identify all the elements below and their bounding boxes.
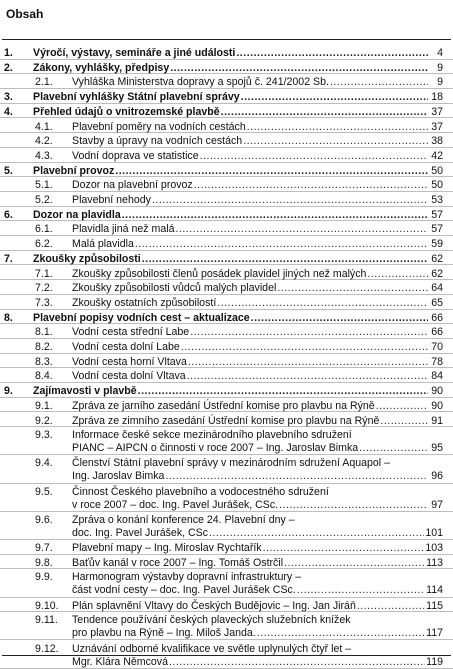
dot-leader xyxy=(263,542,425,555)
toc-number: 8.2. xyxy=(35,341,53,353)
toc-subsection[interactable] xyxy=(0,148,453,163)
toc-subsection[interactable] xyxy=(0,484,453,512)
toc-page-number: 53 xyxy=(431,194,443,206)
toc-number: 9.1. xyxy=(35,399,53,412)
toc-page-number: 91 xyxy=(431,414,443,427)
toc-entry-title: Vodní cesta dolní Vltava xyxy=(72,370,186,383)
toc-entry-text xyxy=(72,179,443,192)
toc-page-number: 65 xyxy=(431,296,443,309)
toc-subsection[interactable] xyxy=(0,540,453,555)
toc-entry-text xyxy=(33,165,443,178)
toc-number: 6. xyxy=(4,208,13,221)
dot-leader xyxy=(152,194,428,207)
toc-number: 6.1. xyxy=(35,223,53,236)
toc-page-number: 66 xyxy=(431,311,443,324)
toc-entry-title: Členství Státní plavební správy v mezinárodním sdružení Aquapol – xyxy=(72,457,390,470)
toc-section[interactable] xyxy=(0,163,453,178)
toc-page-number: 37 xyxy=(431,120,443,133)
toc-entry-title: Zpráva o konání konference 24. Plavební dny – xyxy=(72,513,295,526)
toc-page-number: 57 xyxy=(431,223,443,236)
toc-subsection[interactable] xyxy=(0,427,453,455)
toc-entry-text xyxy=(72,297,443,310)
dot-leader xyxy=(257,627,425,640)
dot-leader xyxy=(169,656,425,669)
dot-leader xyxy=(376,400,428,413)
toc-number: 4.1. xyxy=(35,120,53,133)
toc-entry-text xyxy=(72,571,443,597)
toc-entry-title: Tendence používání českých plaveckých služebních knížek xyxy=(72,614,351,627)
toc-page-number: 90 xyxy=(431,385,443,398)
toc-entry-text xyxy=(72,370,443,383)
toc-subsection[interactable] xyxy=(0,612,453,640)
toc-subsection[interactable] xyxy=(0,598,453,613)
toc-number: 3. xyxy=(4,91,13,104)
dot-leader xyxy=(122,209,428,222)
toc-entry-text xyxy=(72,76,443,89)
toc-entry-title: Zajímavosti v plavbě xyxy=(33,385,137,398)
toc-page-number: 114 xyxy=(426,584,443,597)
toc-subsection[interactable] xyxy=(0,368,453,383)
toc-entry-text xyxy=(72,223,443,236)
dot-leader xyxy=(170,62,428,75)
dot-leader xyxy=(115,165,428,178)
toc-entry-title: Výročí, výstavy, semináře a jiné události xyxy=(33,47,236,59)
toc-subsection[interactable] xyxy=(0,512,453,540)
toc-number: 8. xyxy=(4,311,13,324)
toc-number: 2.1. xyxy=(35,76,53,89)
dot-leader xyxy=(175,223,428,236)
toc-entry-title: Vodní doprava ve statistice xyxy=(72,149,199,162)
toc-entry-text xyxy=(72,429,443,455)
toc-entry-title: Vodní cesta dolní Labe xyxy=(72,341,180,353)
toc-entry-title: Uznávání odborné kvalifikace ve světle uplynulých čtyř let – xyxy=(72,642,352,655)
toc-number: 9.6. xyxy=(35,513,53,526)
toc-subsection[interactable] xyxy=(0,398,453,413)
toc-page-number: 97 xyxy=(431,498,443,511)
dot-leader xyxy=(297,584,425,597)
toc-subsection[interactable] xyxy=(0,555,453,570)
toc-section[interactable] xyxy=(0,207,453,222)
toc-page-number: 115 xyxy=(426,599,443,612)
toc-page-number: 57 xyxy=(431,208,443,221)
toc-section[interactable] xyxy=(0,104,453,119)
dot-leader xyxy=(194,179,428,192)
toc-entry-text xyxy=(72,400,443,413)
toc-subsection[interactable] xyxy=(0,221,453,236)
toc-page-number: 101 xyxy=(425,526,443,539)
toc-entry-title: Mgr. Klára Němcová xyxy=(72,655,168,668)
toc-entry-text xyxy=(72,486,443,512)
toc-number: 9.4. xyxy=(35,457,53,470)
toc-page-number: 50 xyxy=(431,179,443,192)
toc-number: 7.2. xyxy=(35,282,53,295)
toc-page-number: 62 xyxy=(431,252,443,265)
toc-page-number: 64 xyxy=(431,282,443,295)
toc-entry-title: Plavební popisy vodních cest – aktualizace xyxy=(33,311,250,324)
toc-number: 4.3. xyxy=(35,149,53,162)
toc-entry-text xyxy=(33,209,443,222)
toc-entry-text xyxy=(72,135,443,148)
toc-entry-title: Dozor na plavební provoz xyxy=(72,179,193,192)
toc-entry-title: v roce 2007 – doc. Ing. Pavel Jurášek, CSc. xyxy=(72,498,279,511)
toc-entry-text xyxy=(72,194,443,207)
toc-subsection[interactable] xyxy=(0,119,453,134)
dot-leader xyxy=(247,121,428,134)
toc-subsection[interactable] xyxy=(0,455,453,483)
toc-page-number: 9 xyxy=(437,76,443,89)
toc-entry-text xyxy=(33,106,443,119)
toc-number: 8.3. xyxy=(35,355,53,368)
toc-entry-title: doc. Ing. Pavel Jurášek, CSc xyxy=(72,526,209,539)
toc-entry-text xyxy=(72,457,443,483)
toc-entry-title: pro plavbu na Rýně – Ing. Miloš Janda. xyxy=(72,627,256,640)
toc-number: 1. xyxy=(4,47,13,59)
toc-page-number: 42 xyxy=(431,149,443,162)
toc-page-number: 117 xyxy=(426,627,443,640)
toc-number: 5. xyxy=(4,164,13,177)
toc-number: 9. xyxy=(4,385,13,398)
toc-page-number: 84 xyxy=(431,370,443,383)
toc-subsection[interactable] xyxy=(0,177,453,192)
toc-number: 9.10. xyxy=(35,599,59,612)
toc-subsection[interactable] xyxy=(0,354,453,369)
dot-leader xyxy=(200,150,428,163)
dot-leader xyxy=(165,470,428,483)
toc-page-number: 103 xyxy=(425,542,443,554)
toc-entry-title: Baťův kanál v roce 2007 – Ing. Tomáš Ostrčil xyxy=(72,556,284,569)
toc-entry-text xyxy=(72,356,443,369)
dot-leader xyxy=(243,135,428,148)
toc-entry-title: Zkoušky způsobilosti xyxy=(33,252,141,265)
dot-leader xyxy=(367,268,428,281)
toc-page-number: 4 xyxy=(437,47,443,59)
toc-page-number: 119 xyxy=(426,655,443,668)
toc-page-number: 38 xyxy=(431,135,443,148)
dot-leader xyxy=(277,282,428,295)
toc-number: 2. xyxy=(4,61,13,74)
toc-entry-title: část vodní cesty – doc. Ing. Pavel Jurášek CSc. xyxy=(72,584,296,597)
dot-leader xyxy=(142,253,428,266)
toc-entry-text xyxy=(72,238,443,251)
toc-entry-title: Stavby a úpravy na vodních cestách xyxy=(72,135,243,148)
dot-leader xyxy=(330,76,428,89)
dot-leader xyxy=(217,297,428,310)
toc-page-number: 96 xyxy=(431,470,443,483)
toc-section[interactable] xyxy=(0,45,453,60)
toc-entry-title: Plán splavnění Vltavy do Českých Budějovic – Ing. Jan Jiráň xyxy=(72,599,356,612)
dot-leader xyxy=(357,600,425,613)
dot-leader xyxy=(187,370,428,383)
toc-entry-title: Dozor na plavidla xyxy=(33,208,121,221)
toc-entry-title: Plavební provoz xyxy=(33,164,115,177)
toc-page-number: 113 xyxy=(426,556,443,569)
toc-entry-title: Harmonogram výstavby dopravní infrastruktury – xyxy=(72,571,302,584)
bottom-divider xyxy=(2,655,451,656)
toc-number: 9.2. xyxy=(35,414,53,427)
toc-number: 4.2. xyxy=(35,135,53,148)
toc-subsection[interactable] xyxy=(0,569,453,597)
dot-leader xyxy=(221,106,428,119)
toc-subsection[interactable] xyxy=(0,74,453,89)
toc-number: 4. xyxy=(4,105,13,118)
toc-section[interactable] xyxy=(0,60,453,75)
toc-number: 8.4. xyxy=(35,370,53,383)
toc-page-number: 90 xyxy=(431,399,443,412)
toc-number: 7. xyxy=(4,252,13,265)
toc-entry-title: Zákony, vyhlášky, předpisy xyxy=(33,61,170,74)
toc-entry-title: Vyhláška Ministerstva dopravy a spojů č. 241/2002 Sb. xyxy=(72,76,329,89)
toc-entry-text xyxy=(72,514,443,540)
toc-entry-title: Plavební poměry na vodních cestách xyxy=(72,120,246,133)
dot-leader xyxy=(209,527,424,540)
toc-entry-text xyxy=(72,415,443,428)
toc-number: 9.11. xyxy=(35,614,58,627)
toc-subsection[interactable] xyxy=(0,280,453,295)
toc-page-number: 59 xyxy=(431,238,443,251)
dot-leader xyxy=(284,557,425,570)
toc-entry-title: Vodní cesta horní Vltava xyxy=(72,355,187,368)
toc-number: 8.1. xyxy=(35,326,53,339)
toc-entry-title: Plavidla jiná než malá xyxy=(72,223,175,236)
toc-entry-title: Plavební vyhlášky Státní plavební správy xyxy=(33,91,240,104)
toc-section[interactable] xyxy=(0,383,453,398)
toc-number: 9.9. xyxy=(35,571,53,584)
toc-page-number: 95 xyxy=(431,442,443,455)
toc-entry-text xyxy=(72,150,443,163)
toc-page-number: 50 xyxy=(431,164,443,177)
toc-subsection[interactable] xyxy=(0,192,453,207)
dot-leader xyxy=(138,385,428,398)
toc-entry-text xyxy=(72,268,443,281)
toc-entry-text xyxy=(33,62,443,75)
dot-leader xyxy=(188,356,428,369)
toc-entry-title: PIANC – AIPCN o činnosti v roce 2007 – Ing. Jaroslav Bimka xyxy=(72,442,359,455)
toc-page-number: 78 xyxy=(431,355,443,368)
toc-entry-text xyxy=(72,341,443,354)
dot-leader xyxy=(190,326,428,339)
toc-entry-title: Zpráva ze jarního zasedání Ústřední komise pro plavbu na Rýně xyxy=(72,399,375,412)
toc-entry-title: Přehled údajů o vnitrozemské plavbě xyxy=(33,105,220,118)
toc-entry-text xyxy=(72,542,443,555)
toc-subsection[interactable] xyxy=(0,295,453,310)
page-title: Obsah xyxy=(6,7,44,21)
toc-entry-title: Činnost Českého plavebního a vodocestného sdružení xyxy=(72,485,329,498)
toc-subsection[interactable] xyxy=(0,413,453,428)
toc-section[interactable] xyxy=(0,89,453,104)
toc-entry-title: Zpráva ze zimního zasedání Ústřední komise pro plavbu na Rýně xyxy=(72,414,380,427)
toc-number: 9.5. xyxy=(35,485,53,498)
toc-subsection[interactable] xyxy=(0,236,453,251)
toc-page-number: 70 xyxy=(431,341,443,353)
toc-subsection[interactable] xyxy=(0,266,453,281)
toc-page-number: 9 xyxy=(437,61,443,74)
toc-number: 5.2. xyxy=(35,194,53,206)
toc-subsection[interactable] xyxy=(0,324,453,339)
dot-leader xyxy=(279,499,428,512)
toc-number: 9.12. xyxy=(35,642,59,655)
toc-entry-title: Plavební nehody xyxy=(72,194,151,206)
toc-entry-text xyxy=(72,600,443,613)
dot-leader xyxy=(380,415,428,428)
toc-entry-text xyxy=(33,385,443,398)
toc-entry-text xyxy=(72,326,443,339)
toc-entry-text xyxy=(72,121,443,134)
toc-page-number: 37 xyxy=(431,105,443,118)
toc-subsection[interactable] xyxy=(0,339,453,354)
toc-number: 9.8. xyxy=(35,556,53,569)
toc-number: 9.7. xyxy=(35,542,53,554)
toc-number: 7.1. xyxy=(35,267,53,280)
toc-number: 6.2. xyxy=(35,238,53,251)
toc-entry-title: Plavební mapy – Ing. Miroslav Rychtařík xyxy=(72,542,262,554)
toc-entry-title: Malá plavidla xyxy=(72,238,134,251)
toc-page-number: 66 xyxy=(431,326,443,339)
toc-entry-title: Zkoušky způsobilosti vůdců malých plavidel xyxy=(72,282,277,295)
toc-entry-text xyxy=(72,557,443,570)
dot-leader xyxy=(241,91,428,104)
toc-subsection[interactable] xyxy=(0,133,453,148)
toc-entry-title: Ing. Jaroslav Bimka xyxy=(72,470,165,483)
toc-entry-text xyxy=(72,282,443,295)
toc-entry-title: Zkoušky způsobilosti členů posádek plavidel jiných než malých xyxy=(72,267,367,280)
toc-entry-title: Informace české sekce mezinárodního plavebního sdružení xyxy=(72,429,352,442)
toc-section[interactable] xyxy=(0,310,453,325)
dot-leader xyxy=(236,47,428,60)
toc-entry-title: Vodní cesta střední Labe xyxy=(72,326,190,339)
dot-leader xyxy=(251,312,428,325)
top-divider xyxy=(2,39,451,40)
toc-page-number: 62 xyxy=(431,267,443,280)
toc-entry-text xyxy=(33,47,443,60)
dot-leader xyxy=(359,442,428,455)
toc-entry-text xyxy=(33,91,443,104)
toc-entry-text xyxy=(33,253,443,266)
toc-number: 7.3. xyxy=(35,296,53,309)
toc-number: 9.3. xyxy=(35,429,53,442)
toc-entry-text xyxy=(72,614,443,640)
toc-entry-text xyxy=(33,312,443,325)
toc-section[interactable] xyxy=(0,251,453,266)
dot-leader xyxy=(181,341,428,354)
toc-page-number: 18 xyxy=(431,91,443,104)
dot-leader xyxy=(135,238,428,251)
toc-number: 5.1. xyxy=(35,179,53,192)
toc-entry-title: Zkoušky ostatních způsobilostí xyxy=(72,296,217,309)
